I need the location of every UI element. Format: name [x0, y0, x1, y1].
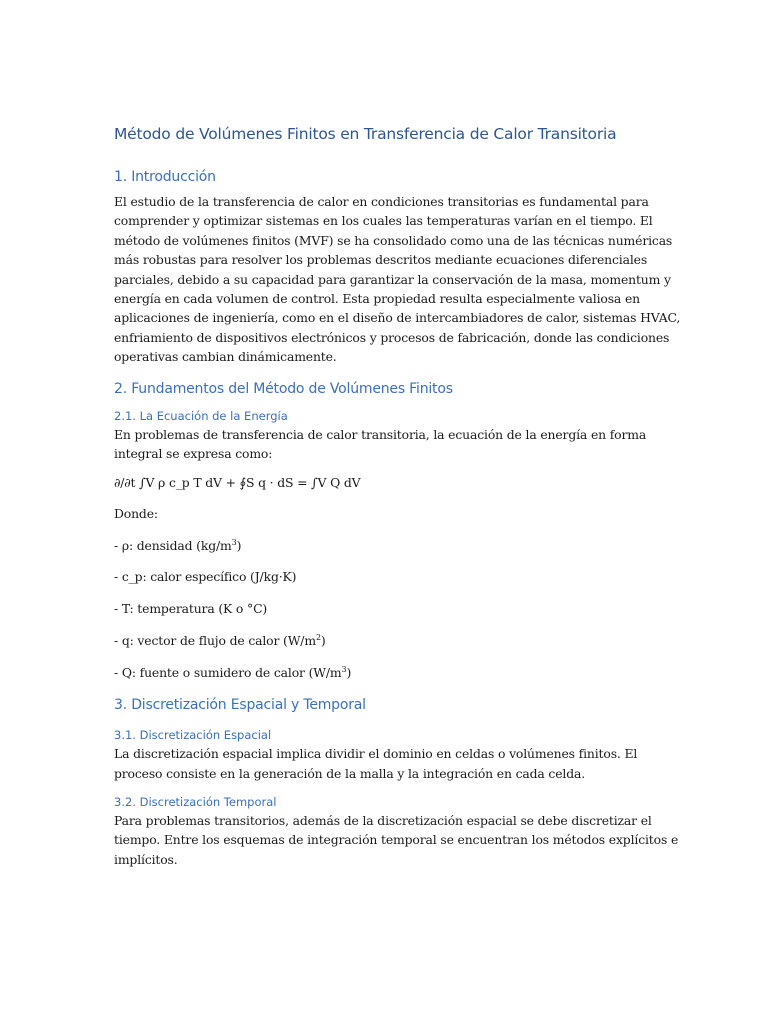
- variable-item-calor-especifico: [114, 567, 659, 586]
- variable-item-flujo-calor: [114, 631, 659, 650]
- heading-discretizacion-temporal: 3.2. Discretización Temporal: [114, 795, 277, 810]
- text-line: energía en cada volumen de control. Esta propiedad resulta especialmente valiosa en: [114, 291, 640, 307]
- variable-tail: ): [320, 633, 326, 649]
- paragraph-discretizacion-temporal: [114, 811, 679, 869]
- text-line: método de volúmenes finitos (MVF) se ha consolidado como una de las técnicas numéricas: [114, 232, 673, 248]
- text-line: parciales, debido a su capacidad para garantizar la conservación de la masa, momentum y: [114, 271, 671, 287]
- variable-tail: ): [236, 537, 242, 553]
- paragraph-ecuacion-energia: [114, 425, 659, 464]
- text-line: La discretización espacial implica dividir el dominio en celdas o volúmenes finitos. El: [114, 746, 638, 762]
- heading-discretizacion-espacial: 3.1. Discretización Espacial: [114, 728, 272, 743]
- text-line: comprender y optimizar sistemas en los cuales las temperaturas varían en el tiempo. El: [114, 213, 653, 229]
- variable-text: - ρ: densidad (kg/m: [114, 537, 232, 553]
- variable-item-temperatura: [114, 599, 659, 618]
- paragraph-introduccion: [114, 192, 681, 367]
- text-line: implícitos.: [114, 851, 178, 867]
- text-line: aplicaciones de ingeniería, como en el diseño de intercambiadores de calor, sistemas HVAC,: [114, 310, 681, 326]
- energy-equation: ∂/∂t ∫V ρ c_p T dV + ∮S q · dS = ∫V Q dV: [114, 475, 361, 491]
- variable-text: - q: vector de flujo de calor (W/m: [114, 633, 316, 649]
- text-line: El estudio de la transferencia de calor en condiciones transitorias es fundamental para: [114, 194, 649, 209]
- heading-ecuacion-energia: 2.1. La Ecuación de la Energía: [114, 408, 288, 423]
- unit-exponent: 2: [315, 632, 321, 642]
- where-label: Donde:: [114, 505, 158, 521]
- text-line: integral se expresa como:: [114, 446, 273, 462]
- document-title: Método de Volúmenes Finitos en Transferencia de Calor Transitoria: [114, 125, 617, 143]
- text-line: tiempo. Entre los esquemas de integración temporal se encuentran los métodos explícitos e: [114, 832, 679, 848]
- paragraph-discretizacion-espacial: [114, 744, 659, 783]
- variable-item-fuente-calor: [114, 663, 659, 682]
- variable-tail: ): [346, 664, 352, 680]
- text-line: enfriamiento de dispositivos electrónicos y procesos de fabricación, donde las condiciones: [114, 329, 670, 345]
- text-line: proceso consiste en la generación de la malla y la integración en cada celda.: [114, 765, 586, 781]
- text-line: más robustas para resolver los problemas descritos mediante ecuaciones diferenciales: [114, 252, 648, 268]
- variable-text: - Q: fuente o sumidero de calor (W/m: [114, 664, 342, 680]
- unit-exponent: 3: [231, 537, 237, 547]
- unit-exponent: 3: [341, 664, 347, 674]
- heading-discretizacion: 3. Discretización Espacial y Temporal: [114, 697, 366, 714]
- document-page: [114, 120, 681, 869]
- text-line: Para problemas transitorios, además de la discretización espacial se debe discretizar el: [114, 813, 652, 829]
- text-line: operativas cambian dinámicamente.: [114, 349, 337, 365]
- variable-item-densidad: [114, 536, 659, 555]
- variable-text: - T: temperatura (K o °C): [114, 601, 268, 617]
- heading-introduccion: 1. Introducción: [114, 169, 216, 185]
- heading-fundamentos: 2. Fundamentos del Método de Volúmenes Finitos: [114, 380, 453, 397]
- variable-text: - c_p: calor específico (J/kg·K): [114, 569, 297, 585]
- text-line: En problemas de transferencia de calor transitoria, la ecuación de la energía en forma: [114, 426, 647, 442]
